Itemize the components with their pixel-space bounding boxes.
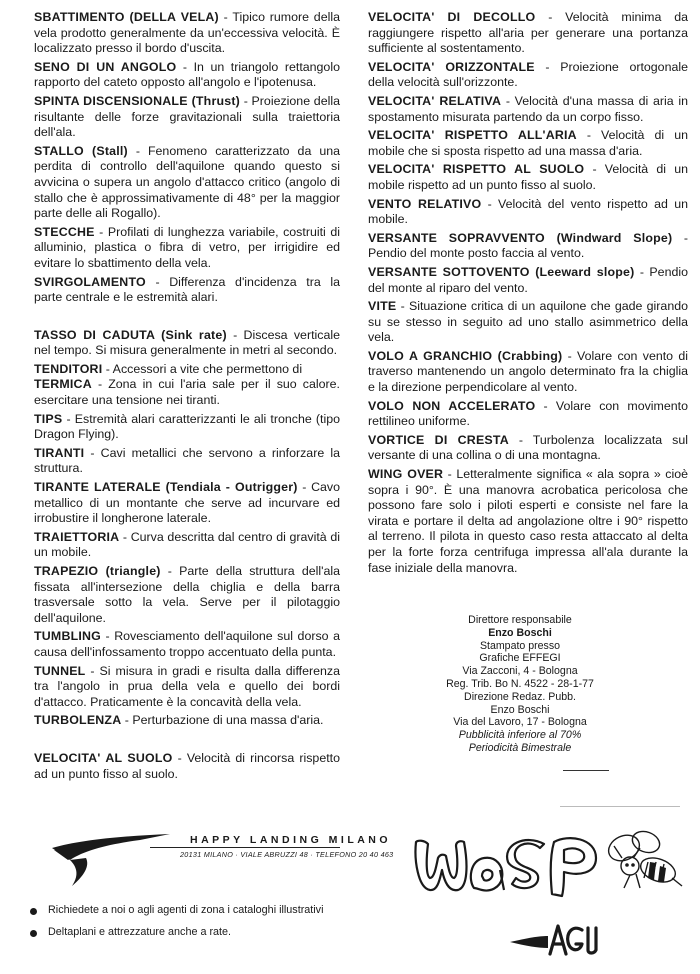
glossary-entry (34, 564, 340, 626)
glossary-term: VELOCITA' RISPETTO ALL'ARIA (368, 128, 577, 143)
divider (563, 770, 609, 771)
glossary-entry (368, 399, 688, 430)
glossary-entry (34, 60, 340, 91)
glossary-term: VORTICE DI CRESTA (368, 432, 509, 447)
glossary-term: SBATTIMENTO (DELLA VELA) (34, 10, 219, 24)
glossary-definition: - Velocità di rincorsa rispetto ad un punto fisso al suolo. (34, 750, 340, 781)
glossary-entry (368, 299, 688, 346)
glossary-term: SPINTA DISCENSIONALE (Thrust) (34, 93, 240, 108)
bee-mascot-icon (600, 826, 684, 894)
glossary-entry (368, 94, 688, 125)
happy-landing-address: 20131 MILANO · VIALE ABRUZZI 48 · TELEFONO 20 40 463 (180, 850, 394, 859)
imprint-periodicity: Periodicità Bimestrale (468, 741, 572, 754)
glossary-term: TURBOLENZA (34, 713, 122, 728)
glossary-definition: - Curva descritta dal centro di gravità di un mobile. (34, 529, 340, 560)
glossary-right-column (368, 10, 688, 579)
bullet-text: Richiedete a noi o agli agenti di zona i cataloghi illustrativi (48, 904, 324, 916)
bullet-icon (30, 908, 37, 915)
glossary-definition: - Cavo metallico di un montante che serve ad incurvare ed irrobustire il longherone laterale. (34, 480, 341, 526)
glossary-term: SVIRGOLAMENTO (34, 274, 146, 289)
glossary-definition: - Proiezione della risultante delle forze gravitazionali sulla traiettoria dell'ala. (34, 93, 340, 140)
glossary-term: TRAIETTORIA (34, 529, 120, 544)
glossary-definition: - Proiezione ortogonale della velocità sull'orizzonte. (368, 59, 688, 90)
glossary-term: TIRANTI (34, 445, 85, 460)
glossary-entry (34, 94, 340, 141)
glossary-definition: - Parte della struttura dell'ala fissata all'intersezione della chiglia e della barra trasversale sotto la vela. Serve per il pilotaggio dell'aquilone. (34, 564, 341, 625)
glossary-entry (368, 197, 688, 228)
imprint-printer-address: Via Zacconi, 4 - Bologna (462, 665, 578, 678)
glossary-term: VELOCITA' AL SUOLO (34, 750, 173, 765)
glossary-entry (34, 751, 340, 782)
glossary-entry (34, 480, 340, 527)
glossary-left-column (34, 10, 340, 785)
bullet-icon (30, 930, 37, 937)
imprint-editorial-name: Enzo Boschi (490, 703, 550, 716)
imprint-printed-label: Stampato presso (479, 639, 561, 652)
glossary-definition: - Velocità minima da raggiungere rispetto all'aria per generare una portanza sufficiente al sostentamento. (368, 10, 688, 56)
glossary-definition: - Tipico rumore della vela prodotto generalmente da un'eccessiva velocità. È localizzato presso il bordo d'uscita. (34, 10, 340, 56)
happy-landing-name: HAPPY LANDING MILANO (190, 834, 392, 846)
glossary-term: STALLO (Stall) (34, 143, 128, 158)
glossary-entry (368, 467, 688, 576)
glossary-term: VERSANTE SOPRAVVENTO (Windward Slope) (368, 230, 673, 245)
glossary-entry (34, 275, 340, 306)
glossary-entry (34, 664, 340, 711)
glossary-term: TUMBLING (34, 629, 101, 644)
glossary-entry (368, 231, 688, 262)
bullet-text: Deltaplani e attrezzature anche a rate. (48, 926, 232, 938)
happy-landing-ad (50, 830, 394, 890)
list-item (30, 904, 360, 917)
glossary-entry (368, 265, 688, 296)
imprint-editorial-label: Direzione Redaz. Pubb. (464, 690, 576, 703)
glossary-term: VENTO RELATIVO (368, 196, 482, 211)
glossary-definition: - Pendio del monte al riparo del vento. (368, 264, 688, 295)
glossary-term: VERSANTE SOTTOVENTO (Leeward slope) (368, 264, 635, 279)
glossary-term: TRAPEZIO (triangle) (34, 564, 161, 578)
glossary-term: VITE (368, 299, 397, 314)
glossary-entry (34, 713, 340, 729)
glossary-definition: - Rovesciamento dell'aquilone sul dorso a causa dell'infossamento troppo accentuato della punta. (34, 629, 340, 659)
glossary-term: VOLO A GRANCHIO (Crabbing) (368, 348, 563, 363)
glossary-entry (34, 530, 340, 561)
glossary-definition: - In un triangolo rettangolo rapporto del cateto opposto all'angolo e l'ipotenusa. (34, 59, 340, 90)
glossary-definition: - Pendio del monte posto faccia al vento. (368, 230, 688, 261)
glossary-definition: - Velocità del vento rispetto ad un mobile. (368, 196, 688, 227)
glossary-definition: - Volare con vento di traverso mantenendo un angolo determinato fra la chiglia e la direzione perpendicolare al vento. (368, 348, 688, 395)
imprint-director-name: Enzo Boschi (488, 626, 552, 639)
glossary-definition: - Velocità d'una massa di aria in spostamento misurata partendo da un corpo fisso. (368, 93, 689, 124)
glossary-definition: - Si misura in gradi e risulta dalla differenza tra l'angolo in prua della vela e quello dei bordi d'attacco. Praticamente è la concavità della vela. (34, 663, 340, 709)
glossary-entry (368, 162, 688, 193)
glossary-term: TERMICA (34, 377, 92, 392)
glossary-definition: - Perturbazione di una massa d'aria. (121, 713, 324, 728)
glossary-term: SENO DI UN ANGOLO (34, 59, 177, 74)
glossary-entry (34, 362, 340, 378)
glossary-entry (34, 144, 340, 222)
glossary-entry (34, 629, 340, 660)
glossary-term: VELOCITA' RISPETTO AL SUOLO (368, 162, 585, 177)
imprint-registration: Reg. Trib. Bo N. 4522 - 28-1-77 (446, 677, 594, 690)
glossary-term: STECCHE (34, 224, 95, 239)
glossary-entry (368, 433, 688, 464)
list-item (30, 926, 360, 939)
glossary-term: TIRANTE LATERALE (Tendiala - Outrigger) (34, 480, 298, 495)
wasp-logo (412, 830, 602, 898)
glossary-entry (368, 60, 688, 91)
glossary-definition: - Estremità alari caratterizzanti le ali tronche (tipo Dragon Flying). (34, 411, 340, 442)
glossary-definition: - Turbolenza localizzata sul versante di una collina o di una montagna. (368, 432, 688, 463)
glossary-definition: - Discesa verticale nel tempo. Si misura generalmente in metri al secondo. (34, 327, 340, 358)
happy-landing-underline (150, 847, 340, 848)
glossary-definition: - Velocità di un mobile che si sposta rispetto ad una massa d'aria. (368, 128, 688, 158)
glossary-entry (368, 349, 688, 396)
glossary-definition: - Situazione critica di un aquilone che gade girando su se stesso in seguito ad uno stallo asimmetrico della vela. (368, 299, 688, 345)
glossary-entry (34, 225, 340, 272)
glossary-definition: - Velocità di un mobile rispetto ad un punto fisso al suolo. (368, 162, 688, 192)
glossary-term: VELOCITA' DI DECOLLO (368, 10, 536, 24)
glossary-definition: - Cavi metallici che servono a rinforzare la struttura. (34, 445, 340, 476)
imprint-editorial-address: Via del Lavoro, 17 - Bologna (453, 716, 587, 729)
ad-bullet-list (30, 904, 360, 948)
divider (560, 806, 680, 807)
glossary-term: TIPS (34, 411, 63, 426)
glossary-definition: - Differenza d'incidenza tra la parte centrale e le estremità alari. (34, 274, 340, 305)
glossary-term: VOLO NON ACCELERATO (368, 398, 536, 413)
imprint-block (430, 614, 610, 755)
glossary-term: VELOCITA' RELATIVA (368, 93, 502, 108)
glossary-definition: - Zona in cui l'aria sale per il suo calore. esercitare una tensione nei tiranti. (34, 377, 340, 408)
glossary-entry (34, 10, 340, 57)
glossary-definition: - Accessori a vite che permettono di (102, 361, 303, 376)
glossary-definition: - Volare con movimento rettilineo uniforme. (368, 398, 688, 429)
imprint-advertising-note: Pubblicità inferiore al 70% (458, 729, 582, 742)
glossary-term: VELOCITA' ORIZZONTALE (368, 59, 535, 74)
glossary-definition: - Letteralmente significa « ala sopra » cioè sopra i 90°. È una manovra acrobatica pericolosa che possono fare solo i piloti esperti e consiste nel fare la virata e portare il delta ad angolazione oltre i 90° rispetto al terreno. Il pilota in questo caso resta attaccato al delta per la forte forza centrifuga impressa all'ala durante la fase iniziale della manovra. (368, 467, 688, 575)
imprint-printer-name: Grafiche EFFEGI (479, 652, 561, 665)
glossary-entry (368, 128, 688, 159)
glossary-entry (368, 10, 688, 57)
glossary-definition: - Profilati di lunghezza variabile, costruiti di alluminio, plastica o fibra di vetro, per irrigidire ed evitare lo sbattimento della vela. (34, 224, 340, 270)
glossary-entry (34, 412, 340, 443)
imprint-director-label: Direttore responsabile (468, 614, 572, 626)
glossary-entry (34, 446, 340, 477)
hang-glider-swoosh-icon (50, 830, 200, 890)
glossary-entry (34, 377, 340, 408)
agur-logo (508, 920, 604, 960)
glossary-definition: - Fenomeno caratterizzato da una perdita di controllo dell'aquilone quando questo si avvicina o supera un angolo d'attacco critico (angolo di stallo che è approssimativamente di 48° per la maggior parte delle ali Rogallo). (34, 143, 340, 221)
glossary-term: TENDITORI (34, 361, 103, 376)
glossary-term: WING OVER (368, 467, 444, 482)
glossary-entry (34, 328, 340, 359)
glossary-term: TASSO DI CADUTA (Sink rate) (34, 327, 227, 342)
glossary-term: TUNNEL (34, 663, 86, 678)
